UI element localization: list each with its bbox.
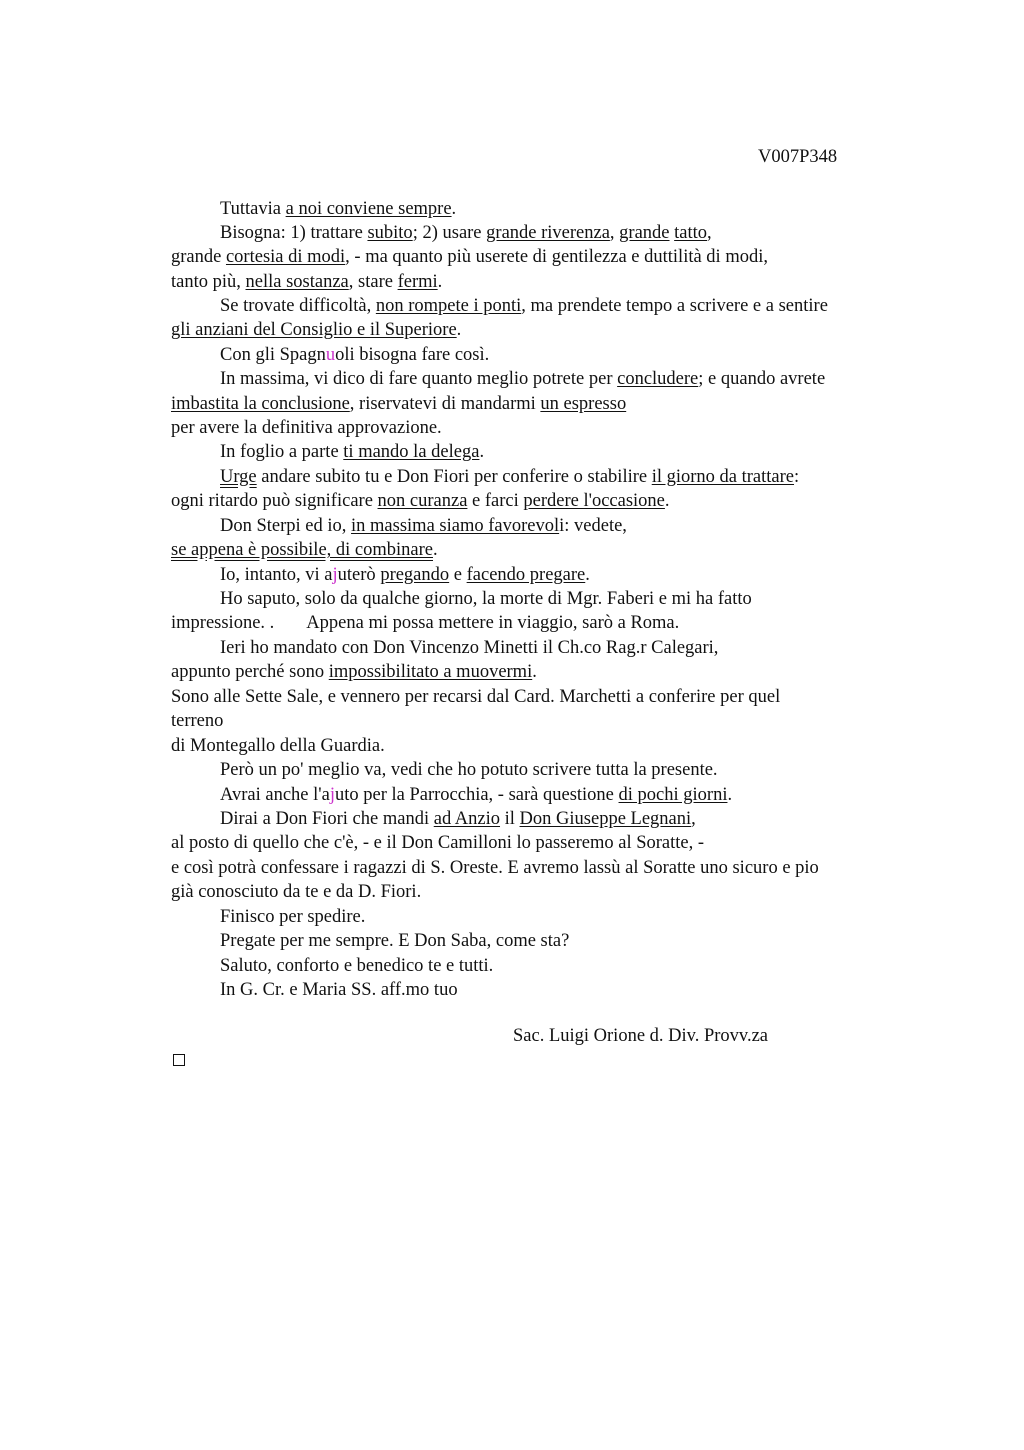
text-line: gli anziani del Consiglio e il Superiore. bbox=[171, 320, 462, 340]
text-line: Con gli Spagnuoli bisogna fare così. bbox=[220, 345, 490, 365]
text-line: Finisco per spedire. bbox=[220, 907, 366, 927]
text-line: Sono alle Sette Sale, e vennero per recarsi dal Card. Marchetti a conferire per quel bbox=[171, 687, 781, 707]
text-line: Se trovate difficoltà, non rompete i ponti, ma prendete tempo a scrivere e a sentire bbox=[220, 296, 828, 316]
text-line: Tuttavia a noi conviene sempre. bbox=[220, 199, 457, 219]
text-line: ogni ritardo può significare non curanza e farci perdere l'occasione. bbox=[171, 491, 670, 511]
text-line: Dirai a Don Fiori che mandi ad Anzio il Don Giuseppe Legnani, bbox=[220, 809, 696, 829]
text-line: imbastita la conclusione, riservatevi di mandarmi un espresso bbox=[171, 394, 627, 414]
text-line: appunto perché sono impossibilitato a muovermi. bbox=[171, 662, 537, 682]
text-line: Io, intanto, vi ajuterò pregando e facendo pregare. bbox=[220, 565, 590, 585]
text-line: Saluto, conforto e benedico te e tutti. bbox=[220, 956, 494, 976]
text-line: Ieri ho mandato con Don Vincenzo Minetti il Ch.co Rag.r Calegari, bbox=[220, 638, 719, 658]
text-line: Però un po' meglio va, vedi che ho potuto scrivere tutta la presente. bbox=[220, 760, 718, 780]
text-line: al posto di quello che c'è, - e il Don Camilloni lo passeremo al Soratte, - bbox=[171, 833, 705, 853]
text-line: In massima, vi dico di fare quanto meglio potrete per concludere; e quando avrete bbox=[220, 369, 826, 389]
text-line: tanto più, nella sostanza, stare fermi. bbox=[171, 272, 443, 292]
text-line: In G. Cr. e Maria SS. aff.mo tuo bbox=[220, 980, 458, 1000]
text-line: In foglio a parte ti mando la delega. bbox=[220, 442, 485, 462]
text-line: di Montegallo della Guardia. bbox=[171, 736, 385, 756]
text-line: Urge andare subito tu e Don Fiori per conferire o stabilire il giorno da trattare: bbox=[220, 467, 800, 487]
text-line: terreno bbox=[171, 711, 224, 731]
text-line: se appena è possibile, di combinare. bbox=[171, 540, 438, 560]
text-line: impressione. . Appena mi possa mettere in viaggio, sarò a Roma. bbox=[171, 613, 680, 633]
text-line: per avere la definitiva approvazione. bbox=[171, 418, 442, 438]
text-line: Pregate per me sempre. E Don Saba, come sta? bbox=[220, 931, 570, 951]
text-line: Ho saputo, solo da qualche giorno, la morte di Mgr. Faberi e mi ha fatto bbox=[220, 589, 752, 609]
text-line: Avrai anche l'ajuto per la Parrocchia, - sarà questione di pochi giorni. bbox=[220, 785, 733, 805]
text-line: Don Sterpi ed io, in massima siamo favorevoli: vedete, bbox=[220, 516, 627, 536]
text-line: già conosciuto da te e da D. Fiori. bbox=[171, 882, 422, 902]
text-line: Bisogna: 1) trattare subito; 2) usare grande riverenza, grande tatto, bbox=[220, 223, 712, 243]
signature: Sac. Luigi Orione d. Div. Provv.za bbox=[513, 1026, 769, 1046]
checkbox-square-icon bbox=[173, 1054, 185, 1066]
text-line: e così potrà confessare i ragazzi di S. Oreste. E avremo lassù al Soratte uno sicuro e pio bbox=[171, 858, 819, 878]
document-code: V007P348 bbox=[758, 147, 838, 167]
text-line: grande cortesia di modi, - ma quanto più userete di gentilezza e duttilità di modi, bbox=[171, 247, 768, 267]
